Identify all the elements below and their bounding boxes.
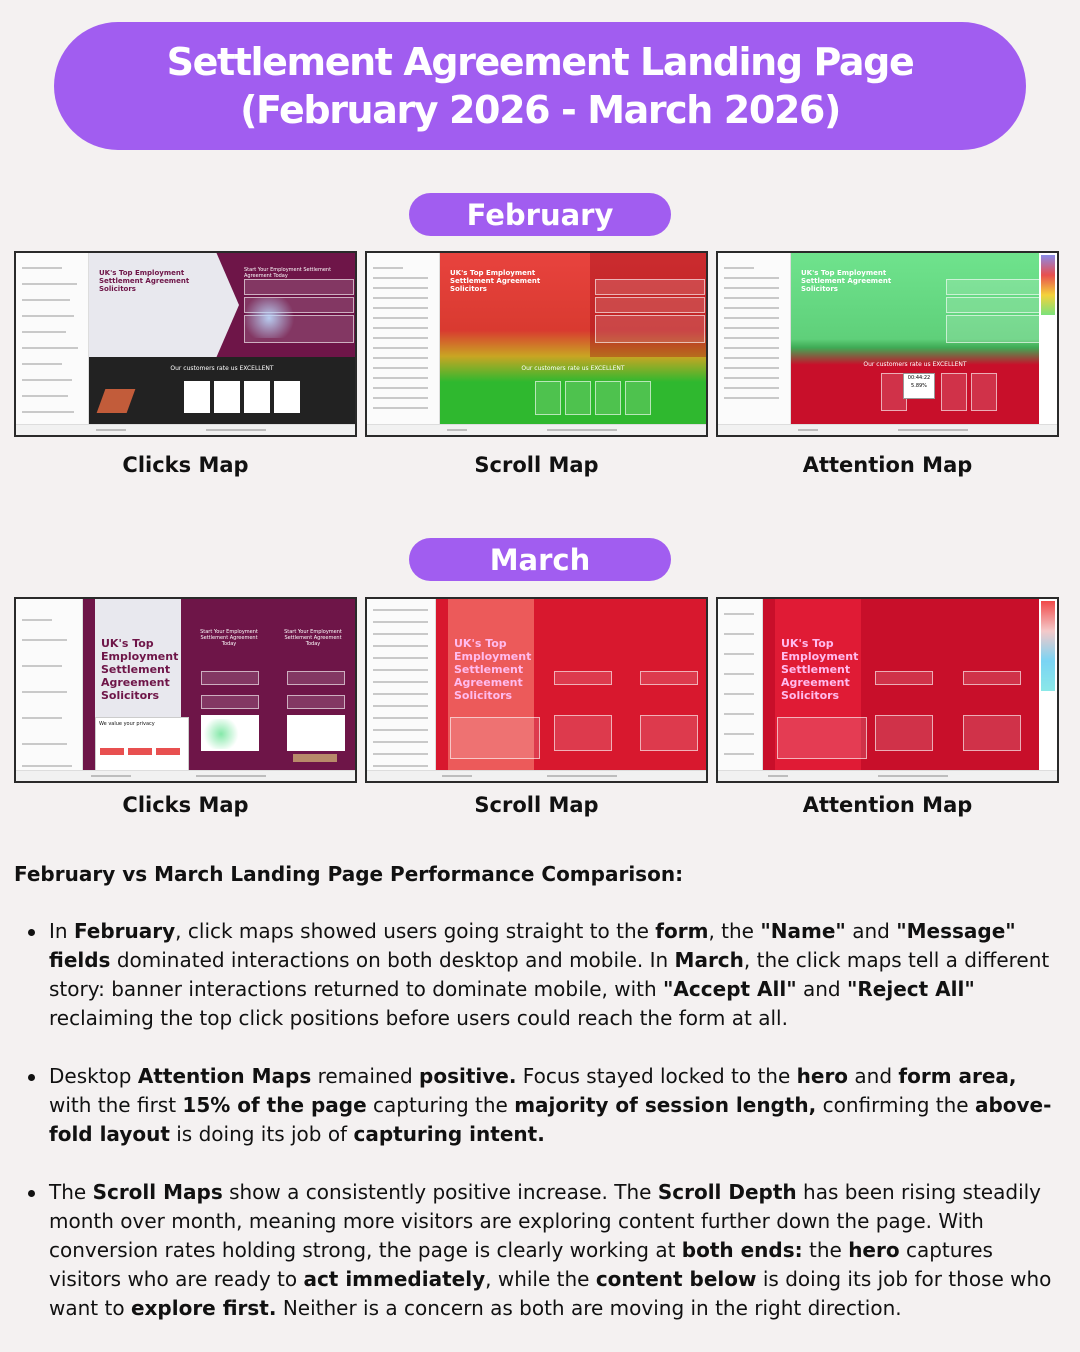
bullet-text: confirming the [816,1093,975,1117]
mar-scroll-caption: Scroll Map [474,793,599,817]
bullet-bold-text: act immediately [303,1267,486,1291]
bullet-bold-text: Scroll Depth [657,1180,797,1204]
feb-attention-map: UK's Top Employment Settlement Agreement Solicitors Our customers rate us EXCELLENT 00:44:22 5.89% [716,251,1059,437]
bullet-text: dominated interactions on both desktop and mobile. In [110,948,675,972]
bullet-text: and [848,1064,899,1088]
bullet-bold-text: "Accept All" [663,977,797,1001]
bullet-text: Neither is a concern as both are moving in the right direction. [276,1296,902,1320]
comparison-bullet [14,1178,1064,1323]
feb-scroll-map: UK's Top Employment Settlement Agreement Solicitors Our customers rate us EXCELLENT [365,251,708,437]
title-line-1: Settlement Agreement Landing Page [166,40,914,84]
bullet-bold-text: hero [848,1238,900,1262]
feb-scroll-caption: Scroll Map [474,453,599,477]
comparison-heading: February vs March Landing Page Performance Comparison: [14,862,684,886]
bullet-text: Focus stayed locked to the [516,1064,797,1088]
title-line-2: (February 2026 - March 2026) [240,88,840,132]
bullet-text: the [802,1238,849,1262]
bullet-text: is doing its job for those who want to [49,1267,1052,1320]
bullet-bold-text: Scroll Maps [92,1180,223,1204]
bullet-bold-text: both ends: [681,1238,803,1262]
bullet-bold-text: "Message" fields [49,919,1016,972]
bullet-bold-text: hero [796,1064,849,1088]
comparison-bullet [14,917,1064,1033]
feb-clicks-caption: Clicks Map [122,453,249,477]
bullet-text: The [49,1180,93,1204]
bullet-bold-text: February [73,919,176,943]
bullet-text: , click maps showed users going straight to the [175,919,656,943]
bullet-text: Desktop [49,1064,138,1088]
mar-attention-map: UK's Top Employment Settlement Agreement Solicitors [716,597,1059,783]
bullet-text: remained [311,1064,420,1088]
mar-clicks-map: UK's Top Employment Settlement Agreement Solicitors We value your privacy Start Your Employment Settlement Agreement Today Start Your Employment Settlement Agreement Today [14,597,357,783]
bullet-bold-text: "Reject All" [846,977,975,1001]
bullet-text: In [49,919,74,943]
mar-attention-caption: Attention Map [802,793,973,817]
bullet-text: and [796,977,847,1001]
bullet-bold-text: capturing intent. [353,1122,545,1146]
feb-attention-caption: Attention Map [802,453,973,477]
bullet-bold-text: "Name" [760,919,846,943]
bullet-bold-text: 15% of the page [182,1093,367,1117]
bullet-bold-text: above-fold layout [49,1093,1052,1146]
bullet-bold-text: explore first. [130,1296,277,1320]
march-label: March [409,538,671,581]
bullet-bold-text: majority of session length, [514,1093,817,1117]
bullet-text: with the first [49,1093,183,1117]
bullet-text: has been rising steadily month over month, meaning more visitors are exploring content further down the page. With conversion rates holding strong, the page is clearly working at [49,1180,1042,1262]
bullet-text: , the click maps tell a different story: banner interactions returned to dominate mobile, with [49,948,1050,1001]
bullet-text: is doing its job of [169,1122,354,1146]
title-banner [54,22,1026,150]
bullet-bold-text: form [655,919,709,943]
comparison-bullet [14,1062,1064,1149]
bullet-bold-text: content below [595,1267,757,1291]
bullet-text: , while the [485,1267,596,1291]
comparison-list [14,917,1064,1352]
bullet-text: , the [708,919,761,943]
bullet-bold-text: March [674,948,744,972]
bullet-text: and [845,919,897,943]
bullet-text: captures visitors who are ready to [49,1238,993,1291]
bullet-text: capturing the [366,1093,515,1117]
feb-clicks-map: UK's Top Employment Settlement Agreement Solicitors Start Your Employment Settlement Agreement Today Our customers rate us EXCELLENT [14,251,357,437]
february-label: February [409,193,671,236]
bullet-bold-text: Attention Maps [137,1064,312,1088]
mar-clicks-caption: Clicks Map [122,793,249,817]
bullet-text: reclaiming the top click positions before users could reach the form at all. [49,1006,788,1030]
mar-scroll-map: UK's Top Employment Settlement Agreement Solicitors [365,597,708,783]
bullet-bold-text: positive. [419,1064,517,1088]
bullet-bold-text: form area, [898,1064,1017,1088]
bullet-text: show a consistently positive increase. The [222,1180,658,1204]
